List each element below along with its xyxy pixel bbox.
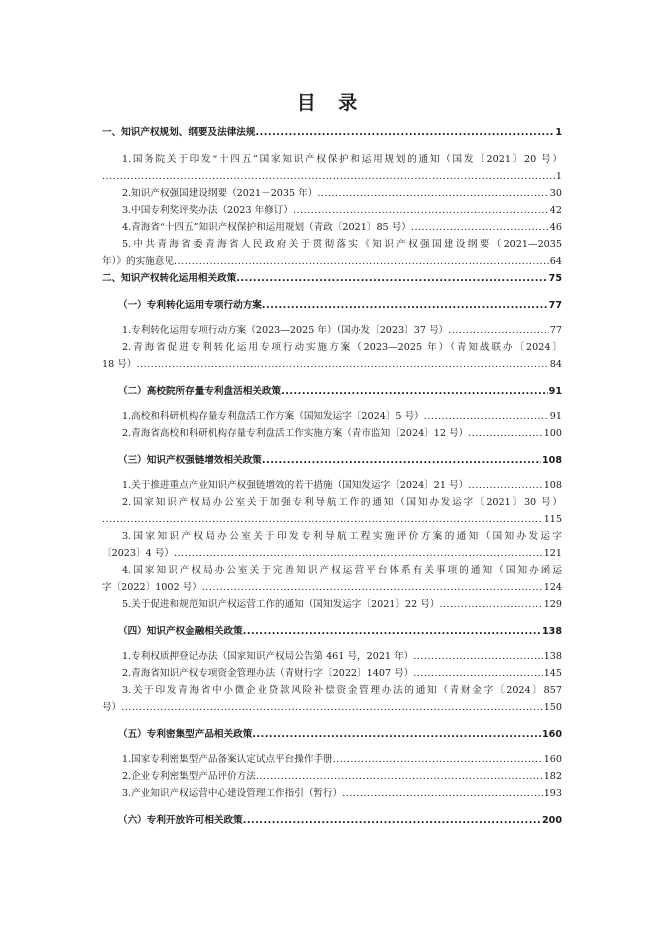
toc-entry-level2[interactable] (102, 383, 562, 400)
toc-page-number: 124 (543, 582, 562, 593)
dot-leader (262, 452, 541, 469)
toc-page-number: 108 (543, 480, 562, 491)
toc-entry-level1[interactable] (102, 124, 562, 141)
toc-entry-level1[interactable] (102, 270, 562, 287)
toc-entry-level3[interactable] (102, 151, 562, 185)
toc-entry-level3[interactable] (102, 236, 562, 270)
toc-page-number: 77 (549, 325, 562, 336)
toc-entry-title-line1: 3.关于印发青海省中小微企业贷款风险补偿资金管理办法的通知（青财金字〔2024〕857 (122, 685, 562, 696)
toc-entry-level3[interactable] (102, 648, 562, 665)
dot-leader (468, 477, 542, 494)
toc-entry-title-line1: 2.青海省促进专利转化运用专项行动实施方案（2023—2025 年）（青知战联办〔2024〕 (122, 342, 562, 353)
toc-entry-title: 年）》的实施意见 (102, 256, 174, 267)
toc-entry-line (102, 579, 562, 596)
toc-entry-line (122, 648, 562, 665)
toc-entry-title: 二、知识产权转化运用相关政策 (102, 273, 237, 284)
toc-page-number: 91 (548, 386, 562, 397)
dot-leader (252, 726, 541, 743)
toc-page-number: 160 (543, 754, 562, 765)
page-title: 目 录 (296, 92, 366, 114)
toc-entry-title-line1: 5.中共青海省委青海省人民政府关于贯彻落实《知识产权强国建设纲要（2021—2035 (122, 239, 562, 250)
toc-entry-line (102, 168, 562, 185)
toc-entry-level3[interactable] (102, 477, 562, 494)
toc-entry-title: （六）专利开放许可相关政策 (118, 815, 243, 826)
toc-page-number: 182 (543, 771, 562, 782)
toc-page-number: 30 (549, 188, 562, 199)
toc-entry-title: 2.青海省高校和科研机构存量专利盘活工作实施方案（青市监知〔2024〕12 号） (122, 428, 469, 439)
toc-entry-line (102, 124, 562, 141)
toc-entry-title-line1: 4.国家知识产权局办公室关于完善知识产权运营平台体系有关事项的通知（国知办函运 (122, 565, 562, 576)
toc-entry-title: 1.国家专利密集型产品备案认定试点平台操作手册 (122, 754, 333, 765)
toc-entry-title-line1: 3.国家知识产权局办公室关于印发专利导航工程实施评价方案的通知（国知办发运字 (122, 531, 562, 542)
toc-entry-line (122, 219, 562, 236)
toc-entry-line (102, 511, 562, 528)
toc-entry-level2[interactable] (102, 623, 562, 640)
toc-entry-line (118, 623, 562, 640)
toc-entry-title: 2.青海省知识产权专项资金管理办法（青财行字〔2022〕1407 号） (122, 668, 414, 679)
toc-entry-title: 号） (102, 702, 122, 713)
toc-page-number: 200 (541, 815, 562, 826)
toc-entry-level3[interactable] (102, 219, 562, 236)
dot-leader (293, 202, 549, 219)
toc-page-number: 91 (549, 411, 562, 422)
toc-entry-level3[interactable] (102, 202, 562, 219)
toc-page-number: 138 (541, 626, 562, 637)
toc-entry-level3[interactable] (102, 408, 562, 425)
toc-entry-title: （三）知识产权强链增效相关政策 (118, 455, 262, 466)
dot-leader (236, 270, 547, 287)
dot-leader (256, 124, 555, 141)
dot-leader (333, 751, 543, 768)
toc-entry-title: 1.专利转化运用专项行动方案（2023—2025 年）（国办发〔2023〕37 号） (122, 325, 449, 336)
toc-entry-line (102, 545, 562, 562)
toc-page-number: 1 (555, 127, 562, 138)
toc-entry-level3[interactable] (102, 339, 562, 373)
toc-page-number: 193 (543, 788, 562, 799)
toc-entry-level3[interactable] (102, 425, 562, 442)
toc-entry-level3[interactable] (102, 785, 562, 802)
toc-entry-level3[interactable] (102, 494, 562, 528)
dot-leader (424, 408, 549, 425)
dot-leader (102, 168, 555, 185)
toc-entry-title: （五）专利密集型产品相关政策 (118, 729, 253, 740)
dot-leader (243, 623, 541, 640)
toc-entry-title: 1.关于推进重点产业知识产权强链增效的若干措施（国知发运字〔2024〕21 号） (122, 480, 469, 491)
dot-leader (413, 648, 542, 665)
toc-entry-line (118, 297, 562, 314)
toc-page-number: 121 (543, 548, 562, 559)
toc-entry-title: （一）专利转化运用专项行动方案 (118, 300, 262, 311)
toc-page-number: 64 (549, 256, 562, 267)
toc-page-number: 160 (541, 729, 562, 740)
toc-page-number: 138 (543, 651, 562, 662)
toc-entry-title: 2.企业专利密集型产品评价方法 (122, 771, 256, 782)
toc-entry-line (122, 785, 562, 802)
toc-entry-level3[interactable] (102, 322, 562, 339)
toc-page-number: 46 (549, 222, 562, 233)
toc-page-number: 100 (543, 428, 562, 439)
dot-leader (448, 322, 549, 339)
dot-leader (136, 356, 548, 373)
toc-entry-title: 一、知识产权规划、纲要及法律法规 (102, 127, 256, 138)
toc-entry-line (118, 726, 562, 743)
toc-entry-level2[interactable] (102, 726, 562, 743)
dot-leader (281, 383, 548, 400)
toc-entry-title: 1.专利权质押登记办法（国家知识产权局公告第 461 号，2021 年） (122, 651, 414, 662)
toc-entry-title: 3.中国专利奖评奖办法（2023 年修订） (122, 205, 293, 216)
dot-leader (413, 665, 542, 682)
dot-leader (121, 699, 543, 716)
toc-entry-line (122, 185, 562, 202)
toc-entry-line (118, 812, 562, 829)
toc-entry-level3[interactable] (102, 665, 562, 682)
toc-page-number: 84 (549, 359, 562, 370)
toc-entry-title: 2.知识产权强国建设纲要（2021－2035 年） (122, 188, 318, 199)
toc-entry-title: 3.产业知识产权运营中心建设管理工作指引（暂行） (122, 788, 343, 799)
toc-page-number: 75 (548, 273, 562, 284)
toc-entry-line (122, 202, 562, 219)
dot-leader (202, 579, 543, 596)
toc-entry-level3[interactable] (102, 528, 562, 562)
toc-entry-level3[interactable] (102, 185, 562, 202)
toc-entry-level3[interactable] (102, 682, 562, 716)
dot-leader (256, 768, 543, 785)
toc-page-number: 42 (549, 205, 562, 216)
toc-entry-level2[interactable] (102, 812, 562, 829)
dot-leader (468, 425, 542, 442)
toc-entry-level3[interactable] (102, 751, 562, 768)
toc-entry-title-line1: 2.国家知识产权局办公室关于加强专利导航工作的通知（国知办发运字〔2021〕30 号） (122, 497, 562, 508)
toc-page-number: 150 (543, 702, 562, 713)
toc-page-number: 1 (555, 171, 562, 182)
dot-leader (317, 185, 548, 202)
table-of-contents (102, 124, 562, 837)
toc-page-number: 108 (541, 455, 562, 466)
toc-entry-line (122, 425, 562, 442)
toc-entry-level3[interactable] (102, 562, 562, 596)
toc-entry-line (102, 253, 562, 270)
toc-entry-line (122, 322, 562, 339)
toc-entry-line (102, 699, 562, 716)
dot-leader (174, 545, 543, 562)
toc-entry-line (122, 751, 562, 768)
toc-entry-title: （四）知识产权金融相关政策 (118, 626, 243, 637)
toc-entry-line (122, 477, 562, 494)
toc-entry-level2[interactable] (102, 297, 562, 314)
toc-entry-line (118, 452, 562, 469)
toc-entry-title: 18 号） (102, 359, 137, 370)
toc-page-number: 129 (543, 599, 562, 610)
toc-page-number: 115 (543, 514, 562, 525)
toc-entry-title: 4.青海省“十四五”知识产权保护和运用规划（青政〔2021〕85 号） (122, 222, 411, 233)
toc-entry-line (102, 270, 562, 287)
toc-entry-title: （二）高校院所存量专利盘活相关政策 (118, 386, 282, 397)
dot-leader (102, 511, 543, 528)
toc-entry-level3[interactable] (102, 768, 562, 785)
toc-entry-line (122, 768, 562, 785)
toc-entry-level3[interactable] (102, 596, 562, 613)
toc-entry-level2[interactable] (102, 452, 562, 469)
dot-leader (174, 253, 549, 270)
dot-leader (262, 297, 548, 314)
toc-entry-title: 5.关于促进和规范知识产权运营工作的通知（国知发运字〔2021〕22 号） (122, 599, 440, 610)
toc-entry-line (122, 596, 562, 613)
toc-page-number: 77 (548, 300, 562, 311)
toc-entry-line (102, 356, 562, 373)
toc-entry-title: 1.高校和科研机构存量专利盘活工作方案（国知发运字〔2024〕5 号） (122, 411, 424, 422)
toc-entry-line (122, 665, 562, 682)
toc-entry-title-line1: 1.国务院关于印发“十四五”国家知识产权保护和运用规划的通知（国发〔2021〕20 号） (122, 154, 562, 165)
toc-page-number: 145 (543, 668, 562, 679)
dot-leader (342, 785, 542, 802)
toc-entry-title: 〔2023〕4 号） (102, 548, 174, 559)
toc-entry-title: 字〔2022〕1002 号） (102, 582, 202, 593)
toc-entry-line (122, 408, 562, 425)
toc-entry-line (118, 383, 562, 400)
dot-leader (243, 812, 541, 829)
dot-leader (439, 596, 542, 613)
dot-leader (411, 219, 549, 236)
